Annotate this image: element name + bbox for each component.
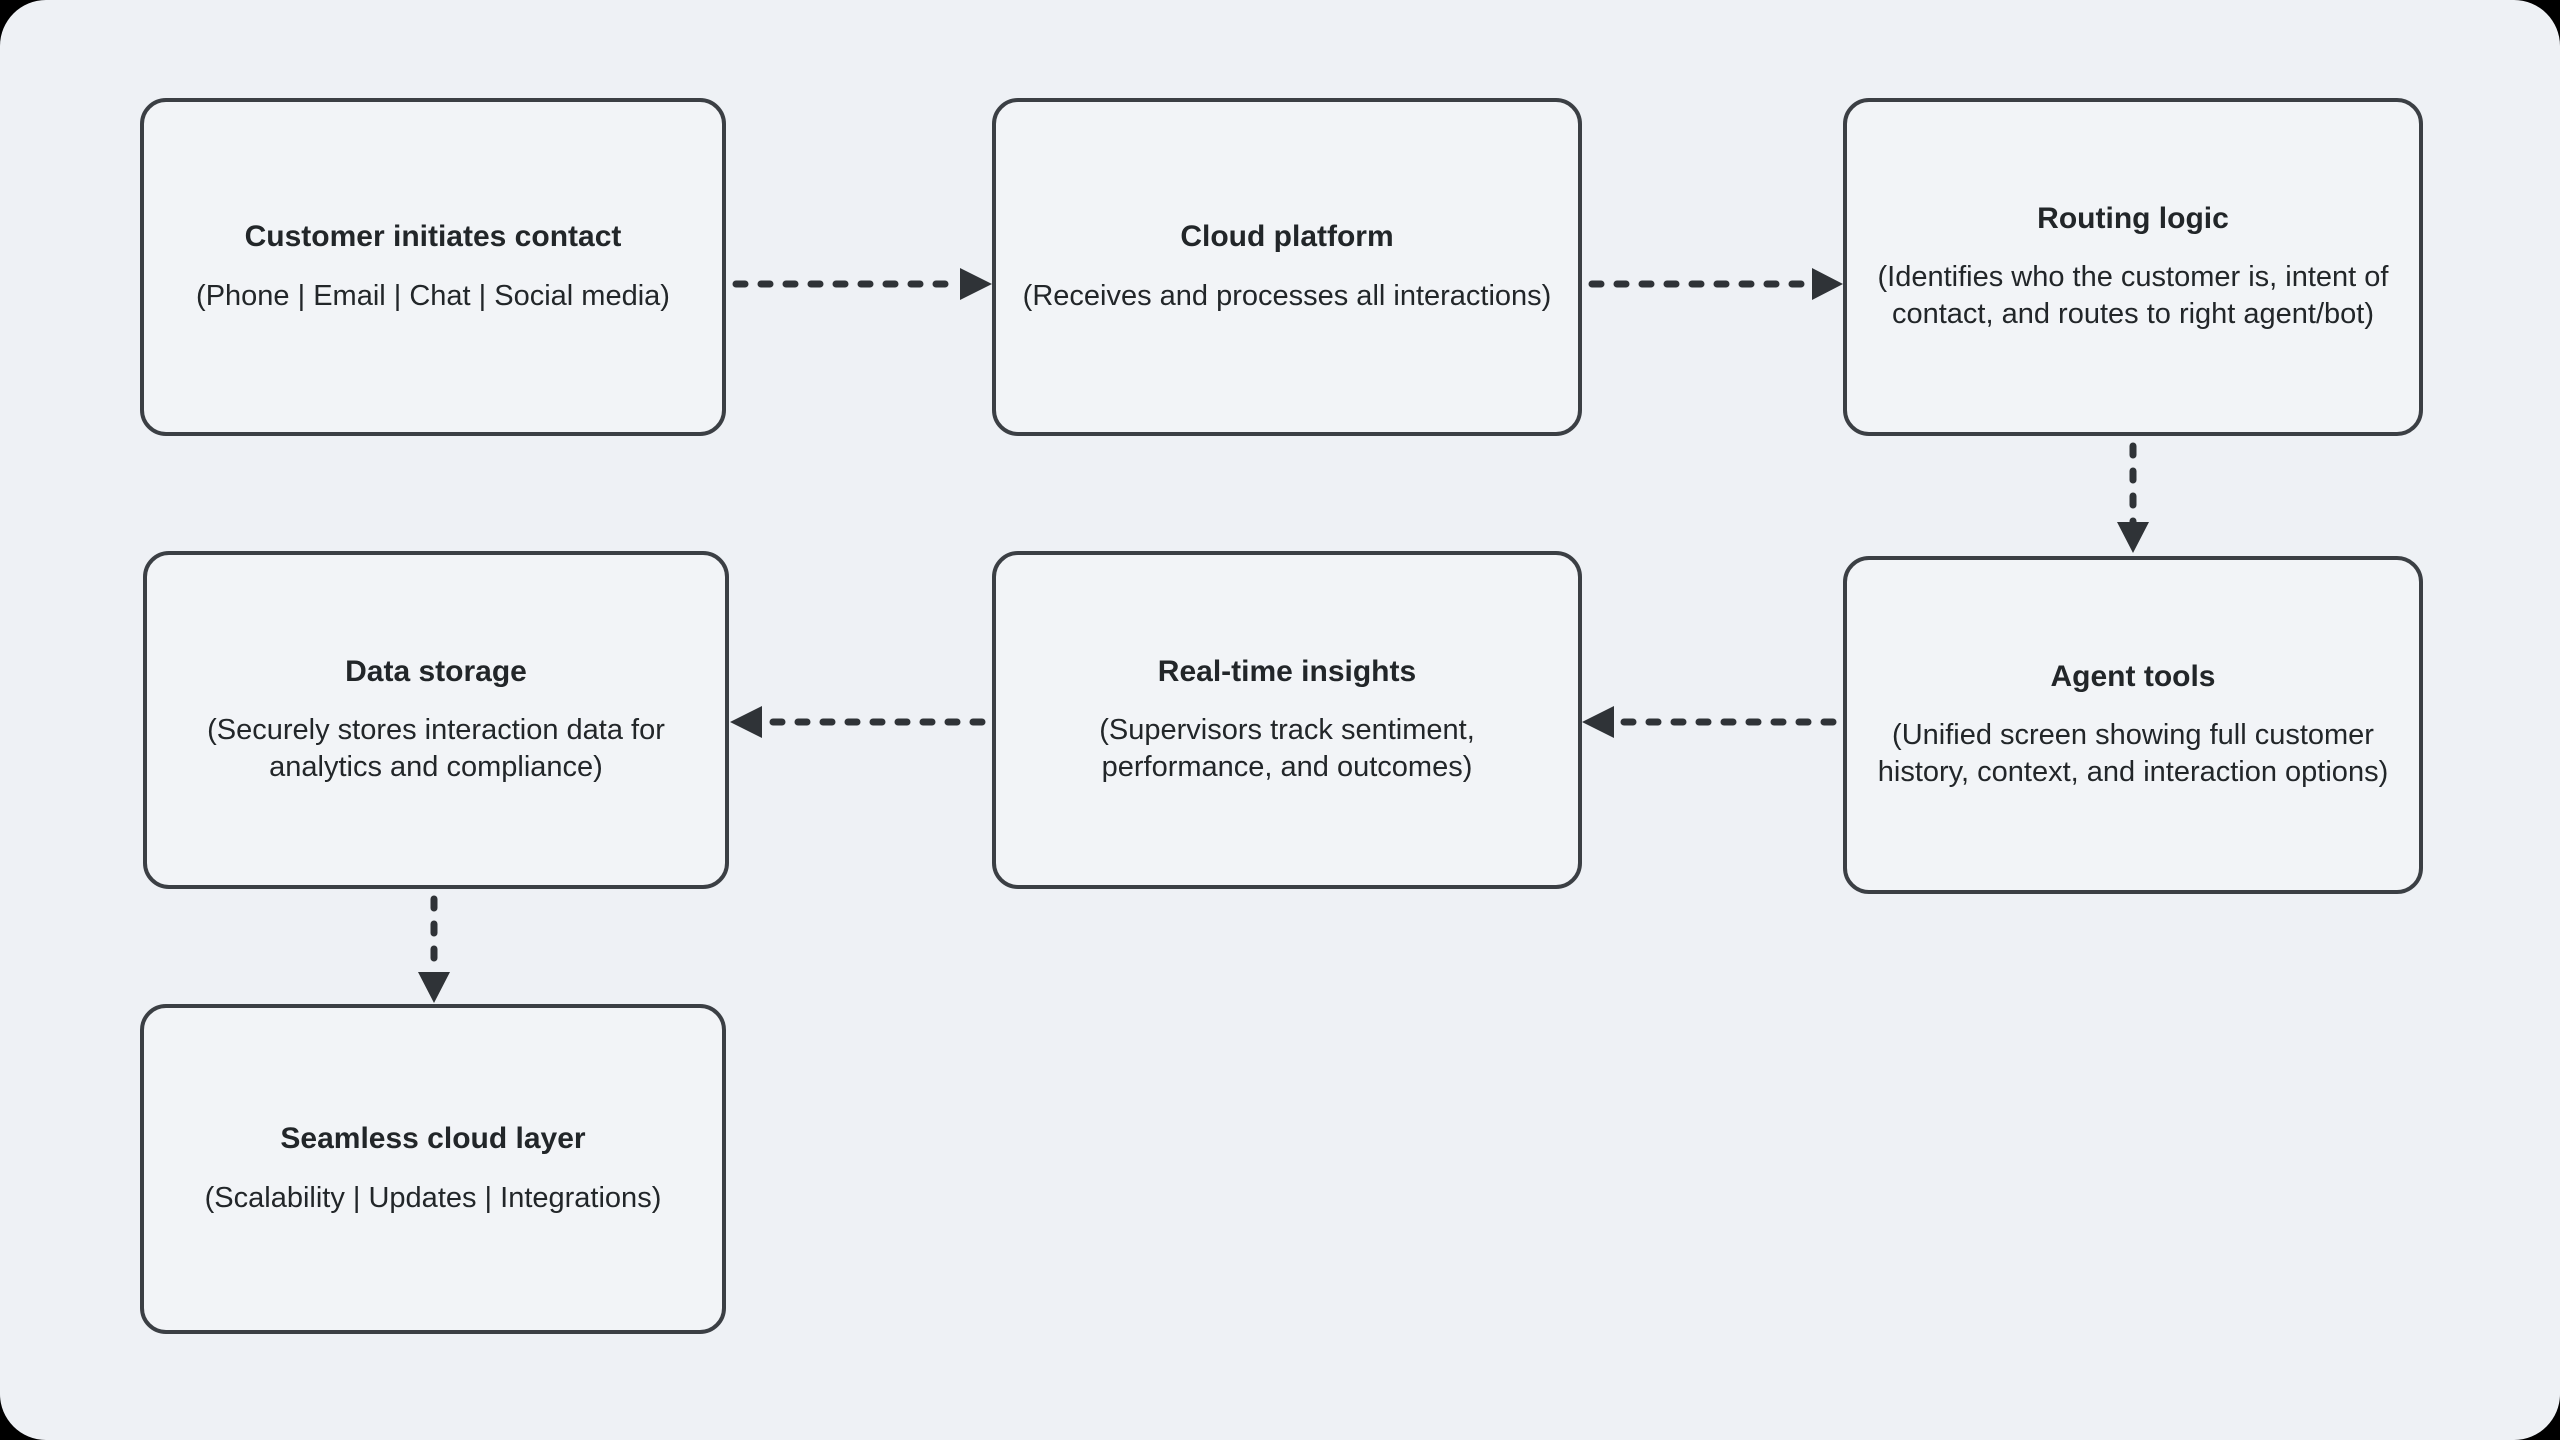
node-seamless-cloud-layer[interactable] (140, 1004, 726, 1334)
node-subtitle: (Phone | Email | Chat | Social media) (196, 279, 670, 312)
node-cloud-platform[interactable] (992, 98, 1582, 436)
node-title: Customer initiates contact (244, 220, 622, 254)
node-subtitle: (Receives and processes all interactions) (1022, 279, 1552, 312)
edge-storage-to-seamless (418, 899, 450, 1003)
edge-cloud-to-routing (1592, 268, 1843, 300)
node-subtitle: (Scalability | Updates | Integrations) (204, 1181, 662, 1214)
node-subtitle: (Unified screen showing full customer history, context, and interaction options) (1877, 719, 2389, 789)
node-data-storage[interactable] (143, 551, 729, 889)
node-title: Agent tools (2050, 659, 2216, 693)
node-agent-tools[interactable] (1843, 556, 2423, 894)
edge-insights-to-storage (730, 706, 982, 738)
node-routing-logic[interactable] (1843, 98, 2423, 436)
node-real-time-insights[interactable] (992, 551, 1582, 889)
node-title: Seamless cloud layer (280, 1122, 586, 1156)
node-subtitle: (Supervisors track sentiment, performance, and outcomes) (1099, 714, 1475, 784)
node-title: Real-time insights (1157, 654, 1417, 688)
node-title: Cloud platform (1180, 220, 1394, 254)
node-customer-initiates-contact[interactable] (140, 98, 726, 436)
node-title: Data storage (345, 654, 527, 688)
node-subtitle: (Securely stores interaction data for analytics and compliance) (207, 714, 665, 784)
edge-customer-to-cloud (736, 268, 992, 300)
node-subtitle: (Identifies who the customer is, intent of contact, and routes to right agent/bot) (1877, 261, 2389, 331)
edge-agent-to-insights (1582, 706, 1833, 738)
node-title: Routing logic (2037, 201, 2229, 235)
edge-routing-to-agent (2117, 446, 2149, 553)
